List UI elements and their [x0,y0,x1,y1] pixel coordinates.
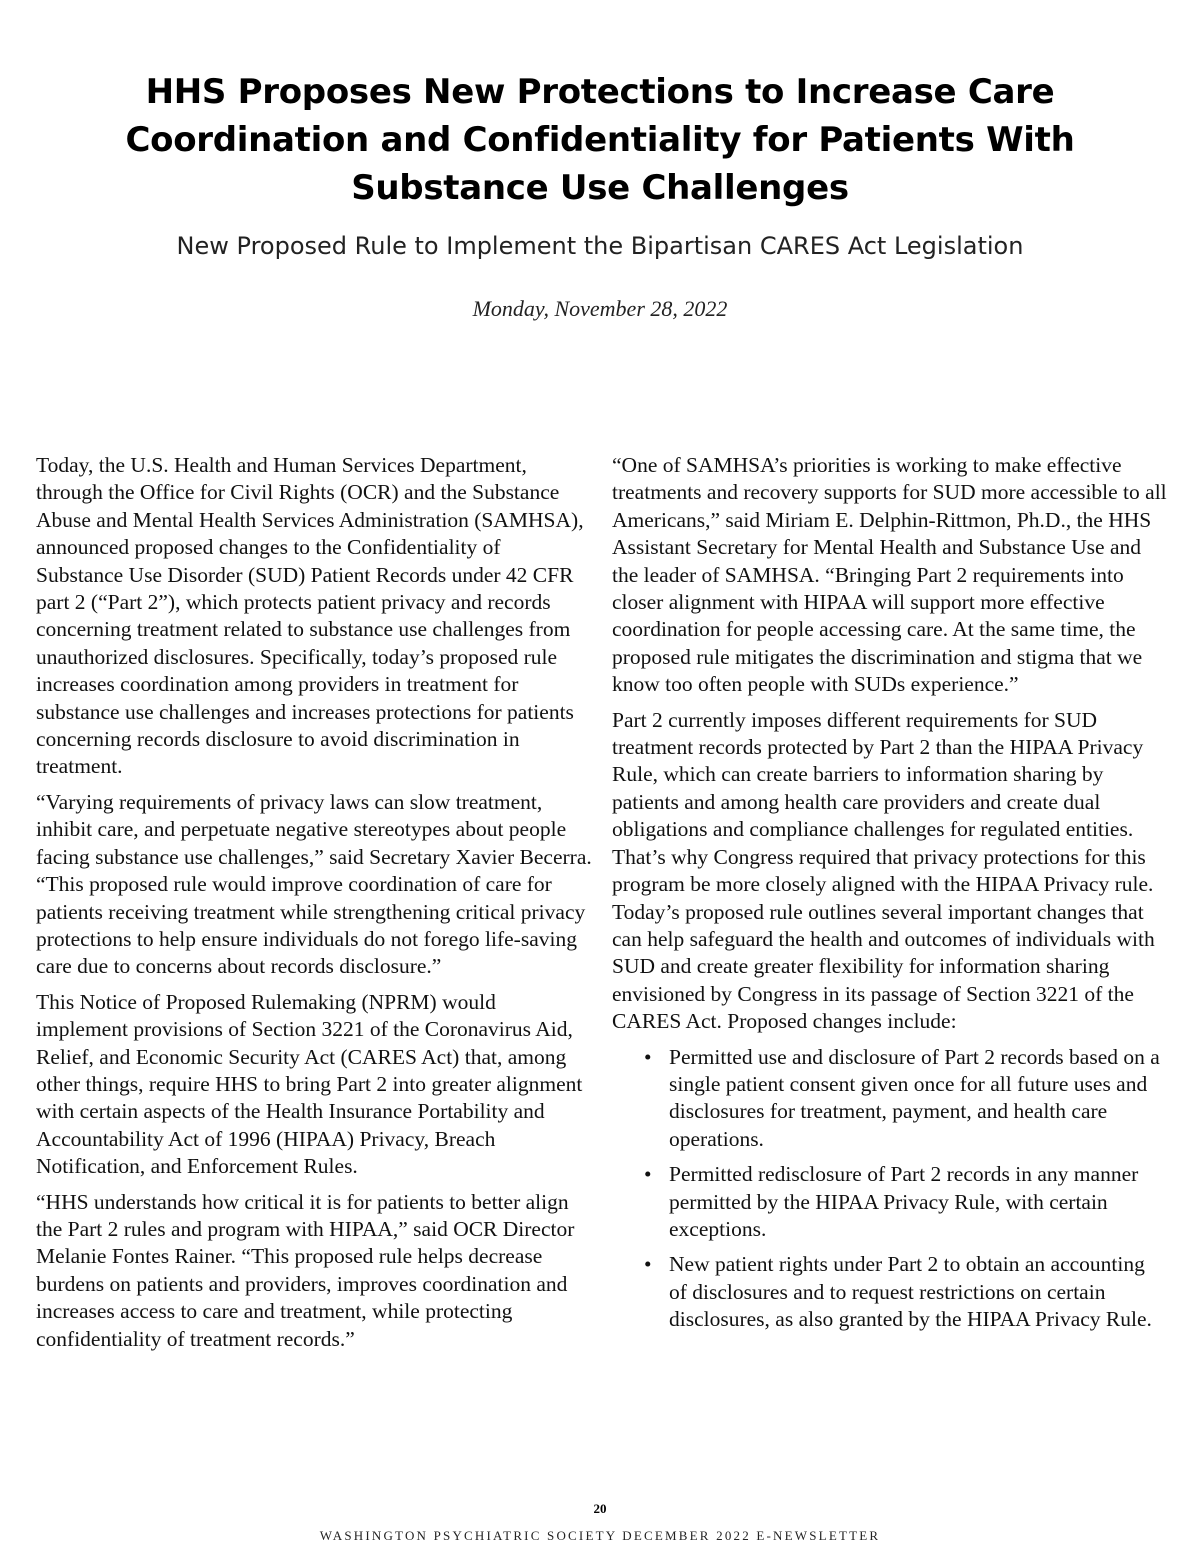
list-item-text: New patient rights under Part 2 to obtain an accounting of disclosures and to request restrictions on certain disclosures, as also granted by the HIPAA Privacy Rule. [669,1252,1152,1332]
paragraph-samhsa-quote: “One of SAMHSA’s priorities is working to make effective treatments and recovery supports for SUD more accessible to all Americans,” said Miriam E. Delphin-Rittmon, Ph.D., the HHS Assistant Secretary for Mental Health and Substance Use and the leader of SAMHSA. “Bringing Part 2 requirements into closer alignment with HIPAA will support more effective coordination for people accessing care. At the same time, the proposed rule mitigates the discrimination and stigma that we know too often people with SUDs experience.” [612,453,1167,697]
article-date: Monday, November 28, 2022 [472,296,728,321]
article-title: HHS Proposes New Protections to Increase Care Coordination and Confidentiality for Patients With Substance Use Challenges [125,72,1075,208]
left-column [36,452,592,1361]
list-item-text: Permitted use and disclosure of Part 2 records based on a single patient consent given once for all future uses and disclosures for treatment, payment, and health care operations. [669,1044,1160,1151]
paragraph-becerra-quote: “Varying requirements of privacy laws can slow treatment, inhibit care, and perpetuate negative stereotypes about people facing substance use challenges,” said Secretary Xavier Becerra. “This proposed rule would improve coordination of care for patients receiving treatment while strengthening critical privacy protections to help ensure individuals do not forego life-saving care due to concerns about records disclosure.” [36,789,592,979]
footer-publication: WASHINGTON PSYCHIATRIC SOCIETY DECEMBER 2022 E-NEWSLETTER [319,1528,881,1543]
list-item [612,1161,1168,1243]
list-item [612,1044,1168,1154]
paragraph-intro: Today, the U.S. Health and Human Services Department, through the Office for Civil Rights (OCR) and the Substance Abuse and Mental Health Services Administration (SAMHSA), announced proposed changes to the Confidentiality of Substance Use Disorder (SUD) Patient Records under 42 CFR part 2 (“Part 2”), which protects patient privacy and records concerning treatment related to substance use challenges from unauthorized disclosures. Specifically, today’s proposed rule increases coordination among providers in treatment for substance use challenges and increases protections for patients concerning records disclosure to avoid discrimination in treatment. [36,453,584,779]
list-item-text: Permitted redisclosure of Part 2 records in any manner permitted by the HIPAA Privacy Rule, with certain exceptions. [669,1162,1139,1241]
bullet-icon: • [644,1252,652,1277]
paragraph-part2-background: Part 2 currently imposes different requirements for SUD treatment records protected by Part 2 than the HIPAA Privacy Rule, which can create barriers to information sharing by patients and among health care providers and create dual obligations and compliance challenges for regulated entities. That’s why Congress required that privacy protections for this program be more closely aligned with the HIPAA Privacy rule. Today’s proposed rule outlines several important changes that can help safeguard the health and outcomes of individuals with SUD and create greater flexibility for information sharing envisioned by Congress in its passage of Section 3221 of the CARES Act. Proposed changes include: [612,707,1155,1034]
article-subtitle: New Proposed Rule to Implement the Bipartisan CARES Act Legislation [176,232,1024,260]
list-item [612,1251,1168,1333]
proposed-changes-list [612,1044,1168,1334]
paragraph-nprm: This Notice of Proposed Rulemaking (NPRM) would implement provisions of Section 3221 of the Coronavirus Aid, Relief, and Economic Security Act (CARES Act) that, among other things, require HHS to bring Part 2 into greater alignment with certain aspects of the Health Insurance Portability and Accountability Act of 1996 (HIPAA) Privacy, Breach Notification, and Enforcement Rules. [36,989,583,1179]
page-number: 20 [593,1501,607,1516]
bullet-icon: • [644,1162,652,1187]
right-column [612,452,1168,1342]
bullet-icon: • [644,1044,652,1069]
paragraph-rainer-quote: “HHS understands how critical it is for patients to better align the Part 2 rules and program with HIPAA,” said OCR Director Melanie Fontes Rainer. “This proposed rule helps decrease burdens on patients and providers, improves coordination and increases access to care and treatment, while protecting confidentiality of treatment records.” [36,1189,575,1351]
